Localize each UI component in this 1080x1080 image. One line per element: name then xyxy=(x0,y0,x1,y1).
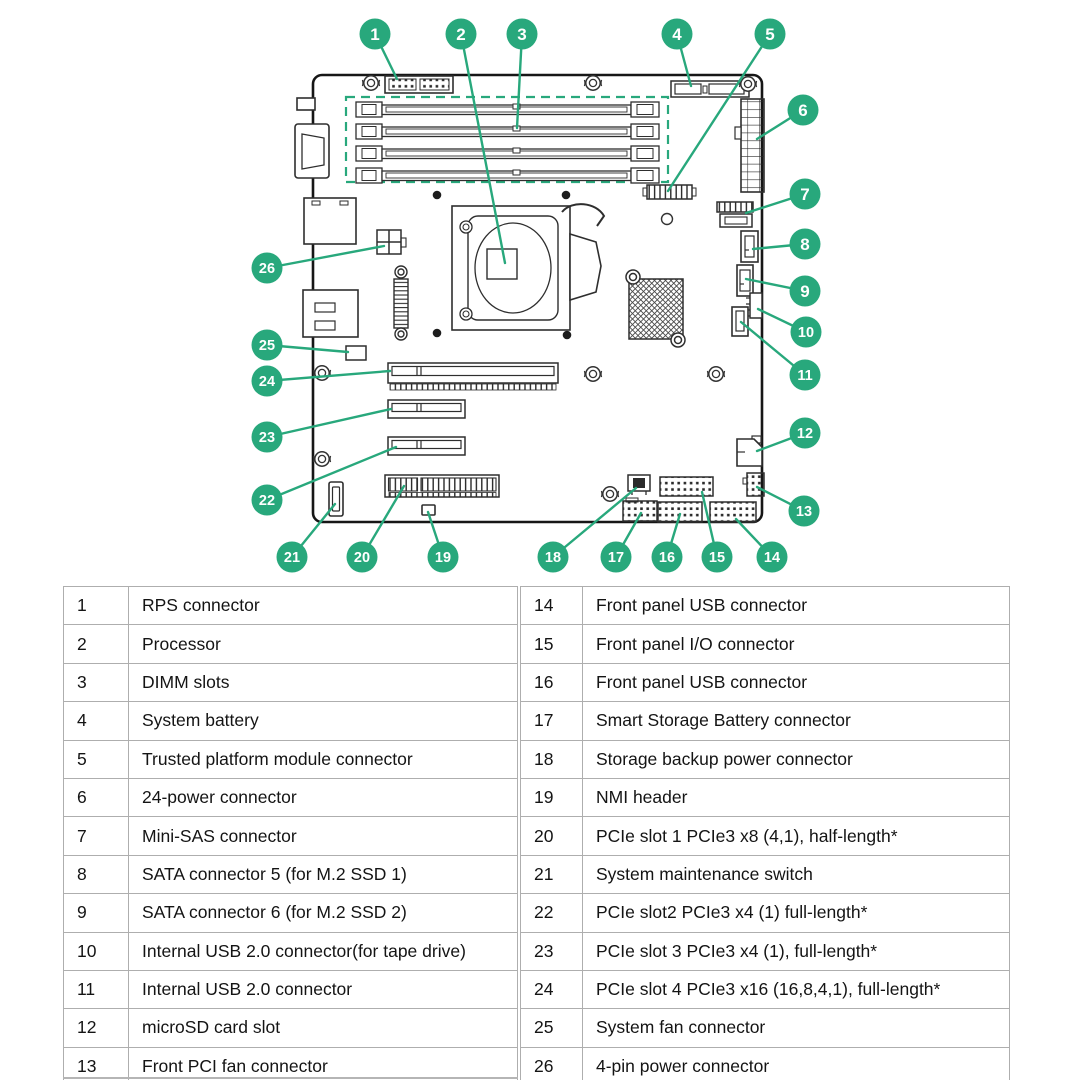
callout-number: 23 xyxy=(258,430,276,447)
legend-number: 23 xyxy=(521,932,583,970)
legend-row xyxy=(64,894,518,932)
legend-number: 25 xyxy=(521,1009,583,1047)
legend-row xyxy=(64,740,518,778)
callout-number: 21 xyxy=(283,550,301,567)
callout-number: 4 xyxy=(672,25,682,44)
legend-number: 21 xyxy=(521,855,583,893)
legend-label: PCIe slot 4 PCIe3 x16 (16,8,4,1), full-length* xyxy=(583,970,1010,1008)
legend-row xyxy=(64,778,518,816)
legend-label: DIMM slots xyxy=(129,663,518,701)
mini-sas-connector xyxy=(717,202,753,227)
legend-row xyxy=(521,587,1010,625)
callout-number: 5 xyxy=(765,25,775,44)
legend-number: 3 xyxy=(64,663,129,701)
legend-row xyxy=(521,970,1010,1008)
legend-row xyxy=(64,1047,518,1080)
legend-number: 5 xyxy=(64,740,129,778)
callout-internal-usb-tape-drive xyxy=(758,309,822,348)
legend-table-right xyxy=(520,586,1010,1080)
legend-label: Storage backup power connector xyxy=(583,740,1010,778)
sata-connector-5 xyxy=(741,231,758,262)
legend-label: Front panel USB connector xyxy=(583,587,1010,625)
callout-number: 12 xyxy=(796,426,814,443)
legend-label: SATA connector 5 (for M.2 SSD 1) xyxy=(129,855,518,893)
legend-row xyxy=(64,970,518,1008)
callout-front-panel-usb-connector-right xyxy=(736,519,788,573)
callout-number: 14 xyxy=(763,550,781,567)
callout-number: 16 xyxy=(658,550,676,567)
legend-row xyxy=(521,625,1010,663)
legend-row xyxy=(64,587,518,625)
callout-number: 20 xyxy=(353,550,371,567)
legend-number: 4 xyxy=(64,702,129,740)
legend-number: 16 xyxy=(521,663,583,701)
legend-row xyxy=(521,855,1010,893)
callout-number: 24 xyxy=(258,374,276,391)
callout-front-pci-fan-connector xyxy=(757,487,820,527)
callout-number: 25 xyxy=(258,338,276,355)
legend-row xyxy=(521,817,1010,855)
legend-label: microSD card slot xyxy=(129,1009,518,1047)
legend-number: 2 xyxy=(64,625,129,663)
legend-label: PCIe slot 1 PCIe3 x8 (4,1), half-length* xyxy=(583,817,1010,855)
4-pin-power-connector xyxy=(377,230,406,254)
callout-microsd-card-slot xyxy=(757,418,821,452)
legend-row xyxy=(64,625,518,663)
callout-number: 1 xyxy=(370,25,380,44)
legend-label: Trusted platform module connector xyxy=(129,740,518,778)
callout-number: 3 xyxy=(517,25,527,44)
callout-number: 2 xyxy=(456,25,466,44)
system-maintenance-switch xyxy=(329,482,343,516)
callout-number: 18 xyxy=(544,550,562,567)
legend-row xyxy=(64,663,518,701)
legend-label: 4-pin power connector xyxy=(583,1047,1010,1080)
smart-storage-battery-connector xyxy=(623,498,657,521)
callout-rps-connector xyxy=(360,19,398,80)
legend-row xyxy=(64,932,518,970)
legend-number: 12 xyxy=(64,1009,129,1047)
legend-label: System battery xyxy=(129,702,518,740)
callout-number: 22 xyxy=(258,493,276,510)
legend-number: 13 xyxy=(64,1047,129,1080)
callout-number: 10 xyxy=(797,325,815,342)
callout-number: 15 xyxy=(708,550,726,567)
legend-label: System fan connector xyxy=(583,1009,1010,1047)
legend-label: RPS connector xyxy=(129,587,518,625)
legend-row xyxy=(521,663,1010,701)
legend-number: 9 xyxy=(64,894,129,932)
front-panel-io-connector xyxy=(660,477,713,496)
callout-number: 6 xyxy=(798,101,808,120)
legend-row xyxy=(521,1047,1010,1080)
legend-row xyxy=(521,702,1010,740)
legend-number: 8 xyxy=(64,855,129,893)
legend-number: 1 xyxy=(64,587,129,625)
callout-number: 26 xyxy=(258,261,276,278)
legend-row xyxy=(64,1009,518,1047)
rps-connector xyxy=(385,76,453,93)
legend-number: 20 xyxy=(521,817,583,855)
callout-number: 19 xyxy=(434,550,452,567)
callout-number: 9 xyxy=(800,282,810,301)
legend-label: PCIe slot 3 PCIe3 x4 (1), full-length* xyxy=(583,932,1010,970)
front-panel-usb-connector-left xyxy=(658,502,702,522)
legend-number: 7 xyxy=(64,817,129,855)
callout-number: 11 xyxy=(797,368,813,385)
legend-row xyxy=(64,702,518,740)
legend-number: 26 xyxy=(521,1047,583,1080)
legend-number: 14 xyxy=(521,587,583,625)
legend-number: 15 xyxy=(521,625,583,663)
legend-number: 24 xyxy=(521,970,583,1008)
legend-label: Internal USB 2.0 connector(for tape drive) xyxy=(129,932,518,970)
legend-number: 22 xyxy=(521,894,583,932)
callout-number: 7 xyxy=(800,185,810,204)
front-panel-usb-connector-right xyxy=(710,502,756,522)
chipset-heatsink xyxy=(626,270,685,347)
legend-row xyxy=(521,932,1010,970)
legend-label: SATA connector 6 (for M.2 SSD 2) xyxy=(129,894,518,932)
legend-label: Smart Storage Battery connector xyxy=(583,702,1010,740)
callout-number: 17 xyxy=(607,550,625,567)
legend-label: PCIe slot2 PCIe3 x4 (1) full-length* xyxy=(583,894,1010,932)
pcie-slot-4 xyxy=(388,363,558,390)
legend-label: Front panel USB connector xyxy=(583,663,1010,701)
legend-number: 18 xyxy=(521,740,583,778)
legend-number: 17 xyxy=(521,702,583,740)
legend-table-left xyxy=(63,586,518,1080)
legend-label: Front PCI fan connector xyxy=(129,1047,518,1080)
legend-row xyxy=(64,855,518,893)
legend-number: 10 xyxy=(64,932,129,970)
legend-label: Mini-SAS connector xyxy=(129,817,518,855)
legend-row xyxy=(64,817,518,855)
callout-24-power-connector xyxy=(757,95,819,140)
legend-number: 11 xyxy=(64,970,129,1008)
legend-label: 24-power connector xyxy=(129,778,518,816)
legend-label: Front panel I/O connector xyxy=(583,625,1010,663)
legend-row xyxy=(521,894,1010,932)
pcie-slot-2 xyxy=(388,437,465,455)
pcie-slot-1 xyxy=(385,475,499,497)
legend-row xyxy=(521,778,1010,816)
legend-number: 19 xyxy=(521,778,583,816)
legend-label: System maintenance switch xyxy=(583,855,1010,893)
callout-number: 13 xyxy=(795,504,813,521)
cropped-row-edge xyxy=(63,1077,518,1079)
legend-label: Internal USB 2.0 connector xyxy=(129,970,518,1008)
legend-row xyxy=(521,740,1010,778)
callout-number: 8 xyxy=(800,235,810,254)
legend-row xyxy=(521,1009,1010,1047)
callout-system-maintenance-switch xyxy=(277,504,336,573)
legend-label: NMI header xyxy=(583,778,1010,816)
pcie-slot-3 xyxy=(388,400,465,418)
legend-label: Processor xyxy=(129,625,518,663)
legend-number: 6 xyxy=(64,778,129,816)
